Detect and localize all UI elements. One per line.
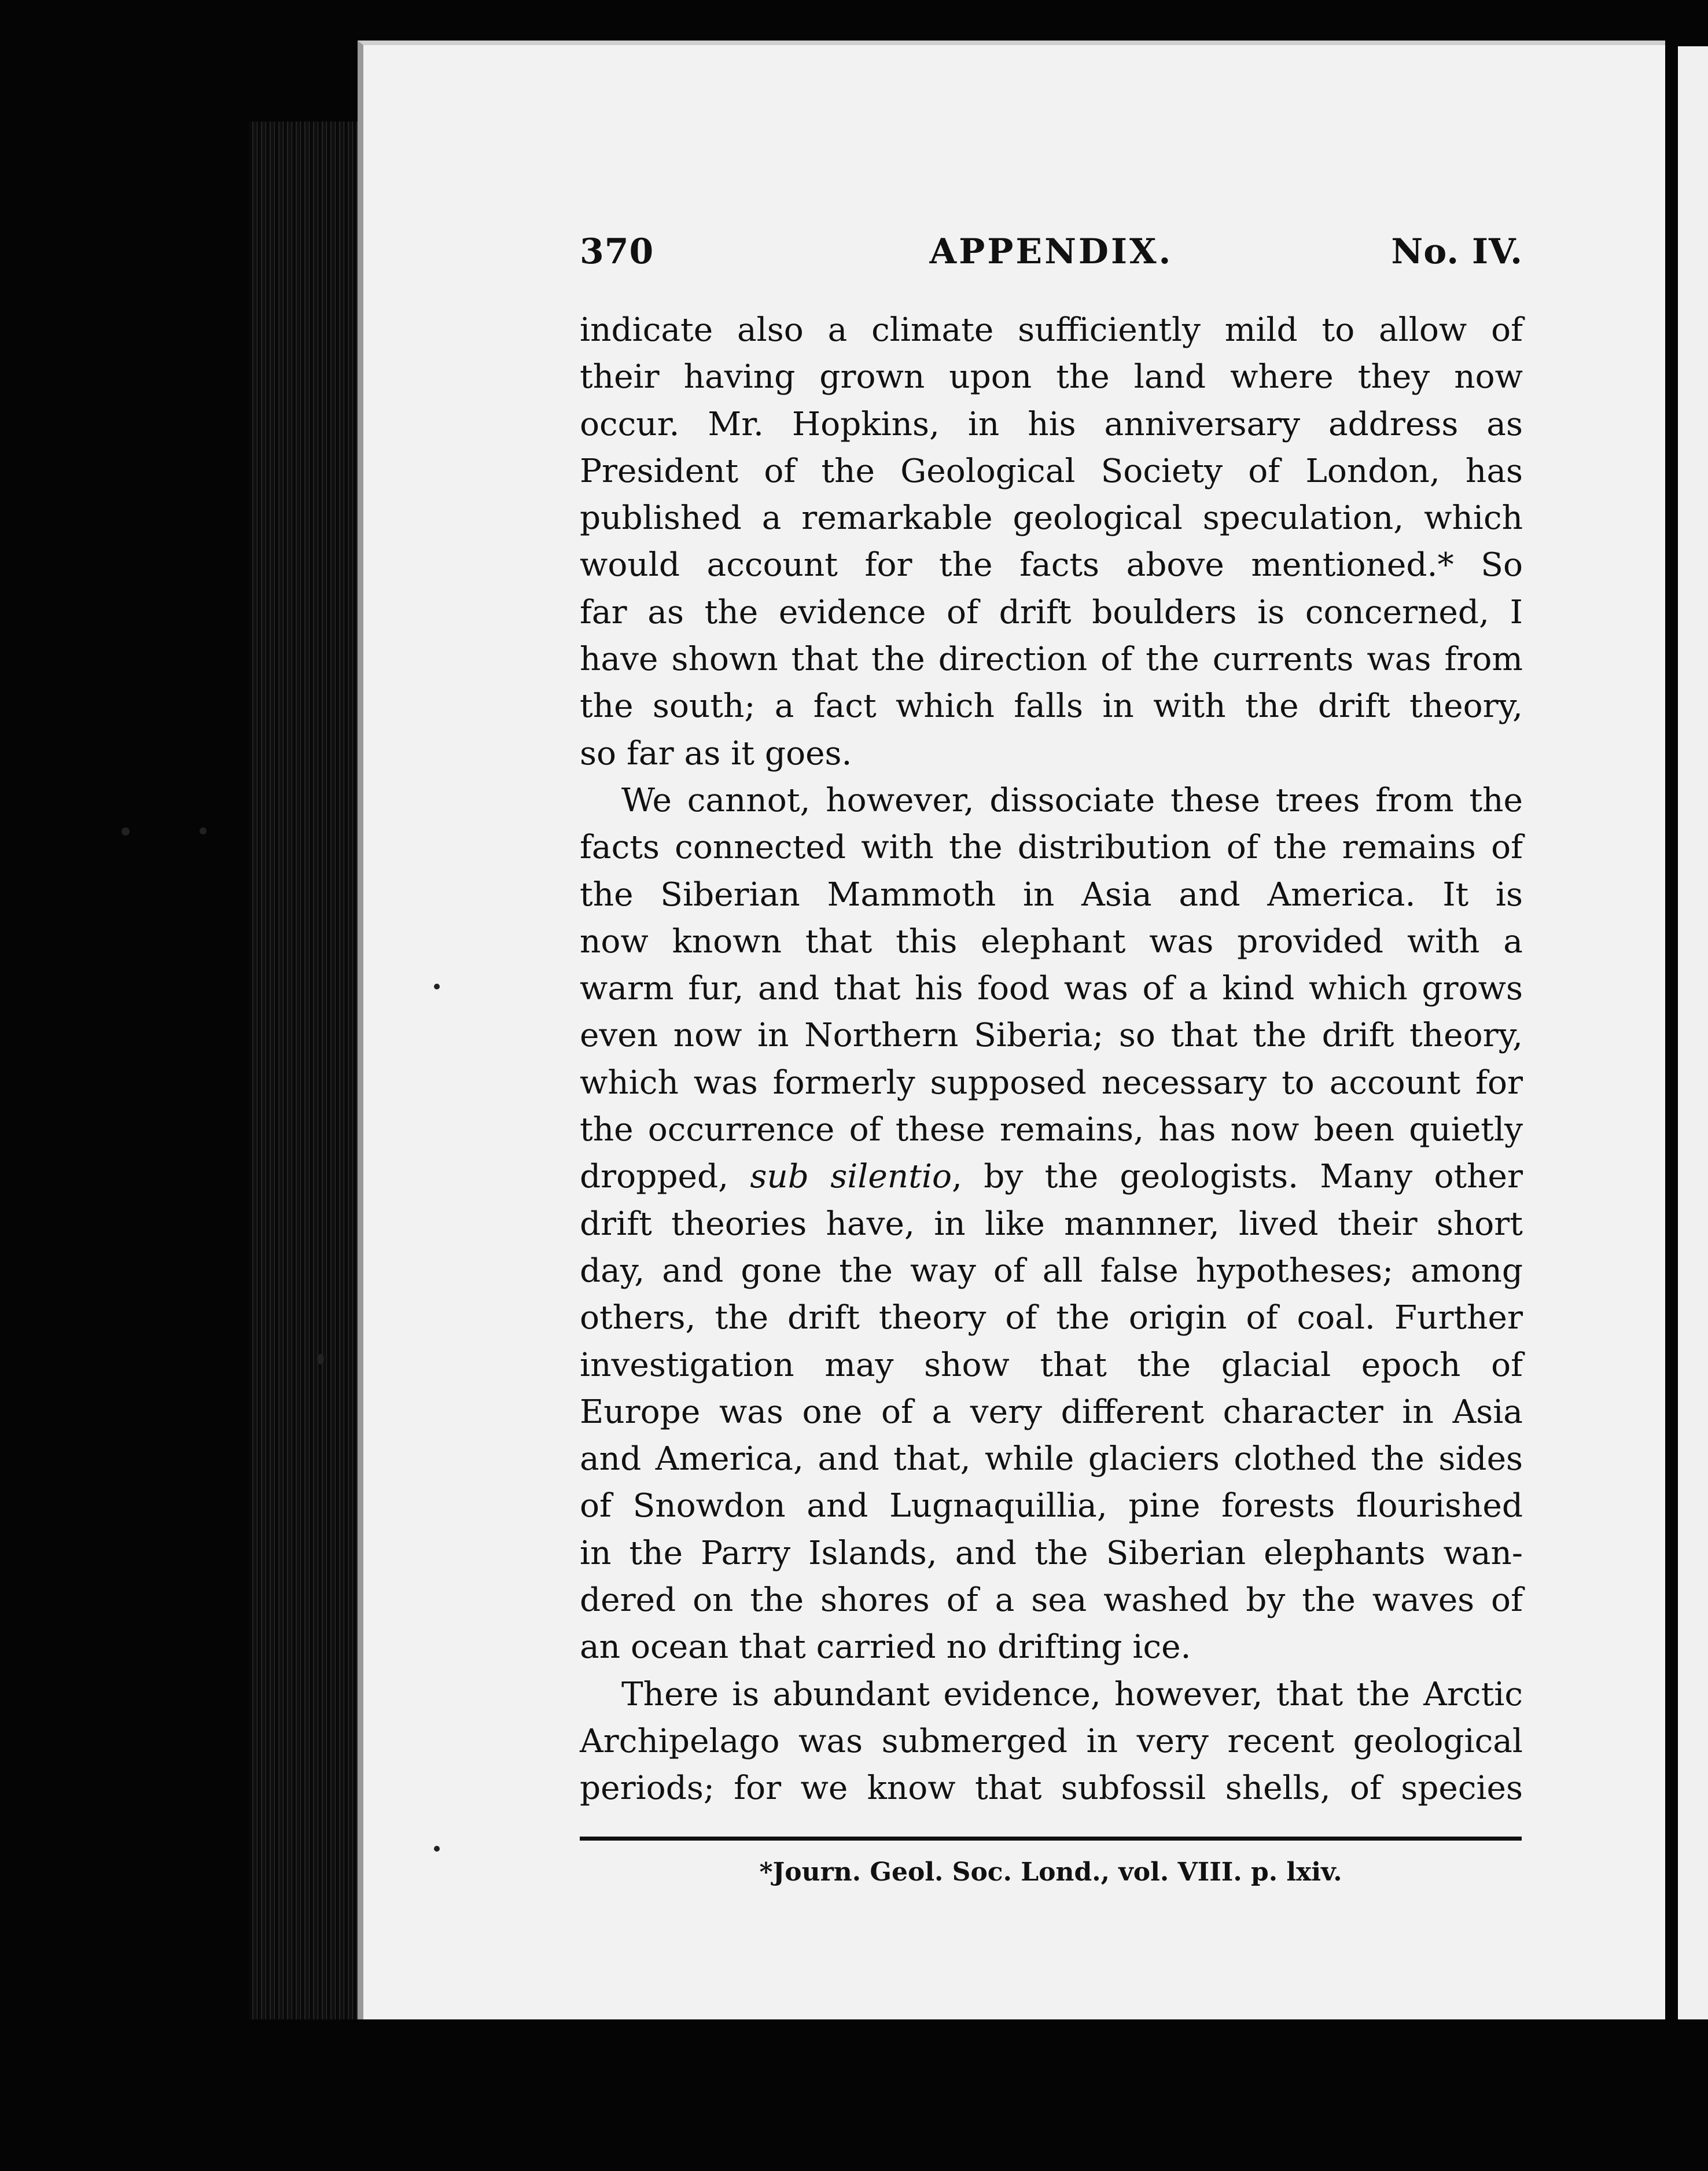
text-line: Archipelago was submerged in very recent geological <box>580 1722 1523 1760</box>
text-line: dered on the shores of a sea washed by the waves of <box>580 1581 1523 1620</box>
text-run: , by the geologists. Many other <box>951 1158 1523 1196</box>
text-run: dropped, <box>580 1158 750 1196</box>
text-line: now known that this elephant was provided with a <box>580 922 1523 961</box>
text-line: published a remarkable geological speculation, which <box>580 499 1523 538</box>
scan-speck <box>317 1354 324 1364</box>
scan-speck <box>200 827 207 834</box>
text-line: investigation may show that the glacial epoch of <box>580 1346 1523 1384</box>
section-label: No. IV. <box>1391 231 1523 272</box>
text-line: so far as it goes. <box>580 734 852 772</box>
text-line: the south; a fact which falls in with the drift theory, <box>580 687 1523 726</box>
scan-speck <box>434 984 440 989</box>
footnote-rule <box>580 1837 1522 1841</box>
text-line: which was formerly supposed necessary to account for <box>580 1064 1523 1102</box>
book-page-edges <box>249 122 359 2019</box>
scan-speck <box>434 1846 440 1852</box>
text-line: occur. Mr. Hopkins, in his anniversary address as <box>580 405 1523 443</box>
facing-page-edge <box>1678 46 1708 2019</box>
body-text <box>580 307 1523 1812</box>
paragraph-1 <box>580 307 1523 777</box>
text-line: far as the evidence of drift boulders is concerned, I <box>580 593 1523 631</box>
paragraph-2 <box>580 777 1523 1671</box>
page-number: 370 <box>580 231 654 272</box>
text-line: others, the drift theory of the origin of coal. Further <box>580 1299 1523 1337</box>
paragraph-3 <box>580 1671 1523 1812</box>
text-line: warm fur, and that his food was of a kind which grows <box>580 970 1523 1008</box>
text-line: of Snowdon and Lugnaquillia, pine forests flourished <box>580 1487 1523 1525</box>
text-block <box>580 231 1523 1812</box>
text-line: indicate also a climate sufficiently mild to allow of <box>580 311 1523 349</box>
text-line: President of the Geological Society of London, has <box>580 452 1523 490</box>
text-line-with-italic <box>580 1153 1523 1200</box>
text-line: facts connected with the distribution of the remains of <box>580 829 1523 867</box>
footnote: *Journ. Geol. Soc. Lond., vol. VIII. p. lxiv. <box>759 1857 1342 1887</box>
text-line: periods; for we know that subfossil shells, of species <box>580 1769 1523 1808</box>
text-line: There is abundant evidence, however, that the Arctic <box>621 1675 1523 1713</box>
text-line: the occurrence of these remains, has now been quietly <box>580 1111 1523 1149</box>
text-line: would account for the facts above mentioned.* So <box>580 546 1523 584</box>
text-line: and America, and that, while glaciers clothed the sides <box>580 1440 1523 1478</box>
text-line: their having grown upon the land where they now <box>580 358 1523 396</box>
text-line: even now in Northern Siberia; so that the drift theory, <box>580 1017 1523 1055</box>
text-line: Europe was one of a very different character in Asia <box>580 1393 1523 1431</box>
text-line: the Siberian Mammoth in Asia and America. It is <box>580 875 1523 914</box>
running-title: APPENDIX. <box>929 231 1173 272</box>
text-line: in the Parry Islands, and the Siberian elephants wan- <box>580 1534 1523 1572</box>
text-line: We cannot, however, dissociate these trees from the <box>621 781 1523 819</box>
text-line: an ocean that carried no drifting ice. <box>580 1628 1191 1666</box>
running-head <box>580 231 1523 284</box>
italic-phrase: sub silentio <box>750 1158 952 1196</box>
text-line: have shown that the direction of the currents was from <box>580 641 1523 679</box>
scan-speck <box>122 827 130 836</box>
text-line: day, and gone the way of all false hypotheses; among <box>580 1252 1523 1290</box>
text-line: drift theories have, in like mannner, lived their short <box>580 1205 1523 1243</box>
